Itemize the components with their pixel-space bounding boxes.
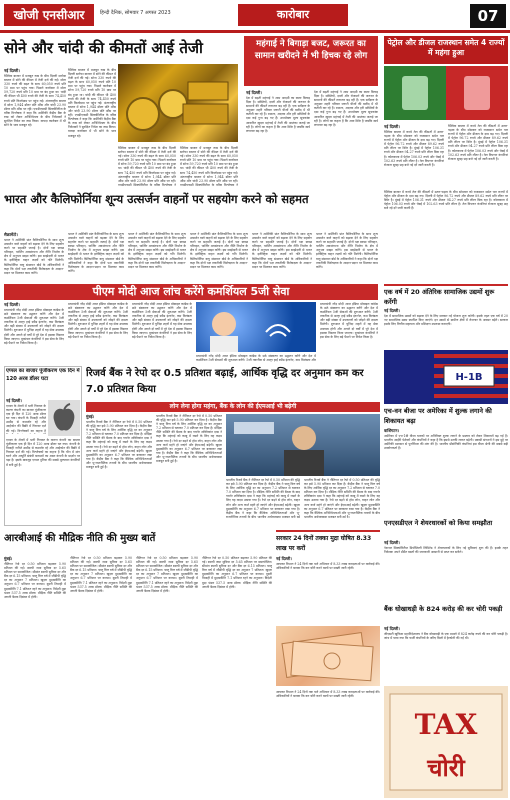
currency-notes-photo [276,626,380,686]
rbi-subhead-band: लोन लेना होगा महंगा, बैंक के लोन की ईएमआई भी बढ़ेगी [86,402,380,412]
pm5g-body-col2: प्रधानमंत्री नरेंद्र मोदी आज इंडिया मोबाइल कांग्रेस के छठे संस्करण का उद्घाटन करेंगे और देश में कमर्शियल 5जी सेवाओं की शुरुआत करेंगे। 5जी तकनीक से अल्ट्रा हाई स्पीड इंटरनेट, कम विलंबता और बड़ी संख्या में उपकरणों को जोड़ने की क्षमता मिलेगी। शुरुआत में चुनिंदा शहरों में यह सेवा उपलब्ध होगी और अगले दो वर्षों में पूरे देश में इसका विस्तार किया जाएगा। दूरसंचार कंपनियों ने इस सेवा के लिए बड़े पैमाने पर निवेश किया है। [68,302,128,339]
petrol-body-col2: वैश्विक बाजार में कच्चे तेल की कीमतों में उतार-चढ़ाव के बीच सोमवार को राजस्थान समेत चार राज्यों में पेट्रोल और डीजल के दाम बढ़ गए। दिल्ली में पेट्रोल 96.72 रुपये और डीजल 89.62 रुपये प्रति लीटर पर स्थिर है। मुंबई में पेट्रोल 106.31 रुपये और डीजल 94.27 रुपये प्रति लीटर बिक रहा है। कोलकाता में पेट्रोल 106.03 रुपये और चेन्नई में 102.63 रुपये प्रति लीटर है। तेल विपणन कंपनियां रोजाना सुबह छह बजे नई दरें जारी करती हैं। [448,124,508,161]
nse-body: नेशनल सिक्योरिटीज डिपॉजिटरी लिमिटेड ने शेयरधारकों के लिए नई सुविधाएं शुरू की हैं। इसके तहत निवेशक अपने डीमैट खातों की जानकारी आसानी से प्राप्त कर सकेंगे। [384,546,508,555]
tax-body-cont: आयकर विभाग ने 24 दिनों तक चले अभियान में 8.33 लाख करदाताओं पर कार्रवाई की। अधिकारियों ने बताया कि कर चोरी करने वालों पर सख्ती जारी रहेगी। [276,690,380,699]
h1b-body: अमेरिका में एच-1बी वीजा धारकों पर अतिरिक्त शुल्क लगाने के प्रस्ताव को लेकर शिकायतें बढ़ गई हैं। भारतीय आईटी पेशेवरों और कंपनियों ने कहा है कि इससे उनकी लागत बढ़ेगी। प्रवासी संगठनों ने इस मुद्दे पर अमेरिकी प्रशासन से पुनर्विचार की मांग की है। भारतीय प्रौद्योगिकी कंपनियां इस वीजा श्रेणी की सबसे बड़ी उपयोगकर्ता हैं। [384,434,508,451]
newspaper-logo: खोजी एनसीआर [4,4,94,26]
ev-body-col3: भारत ने अमेरिकी प्रांत कैलिफोर्निया के साथ शून्य उत्सर्जन वाले वाहनों को बढ़ावा देने के लिए सहयोग करने पर सहमति जताई है। दोनों पक्ष स्वच्छ परिवहन, चार्जिंग अवसंरचना और नीति निर्माण के क्षेत्र में अनुभव साझा करेंगे। इस साझेदारी से भारत के इलेक्ट्रिक वाहन लक्ष्यों को गति मिलेगी। कैलिफोर्निया वायु संसाधन बोर्ड के अधिकारियों ने कहा कि दोनों पक्ष तकनीकी विशेषज्ञता के आदान-प्रदान पर मिलकर काम करेंगे। [128,232,186,269]
petrol-dateline: नई दिल्ली। [384,124,400,129]
pm5g-headline: पीएम मोदी आज लांच करेंगे कमर्शियल 5जी सेवा [4,284,378,300]
rbi-body-col3: भारतीय रिजर्व बैंक ने नीतिगत दर रेपो में 0.50 प्रतिशत की वृद्धि कर इसे 5.90 प्रतिशत कर दिया है। केंद्रीय बैंक ने चालू वित्त वर्ष के लिए आर्थिक वृद्धि दर का अनुमान 7.2 प्रतिशत से घटाकर 7.0 प्रतिशत कर दिया है। मौद्रिक नीति समिति की बैठक के बाद गवर्नर शक्तिकांत दास ने कहा कि महंगाई को काबू में रखने के लिए यह कदम उठाया गया है। रेपो दर बढ़ने से होम लोन, वाहन लोन और अन्य कर्ज महंगे हो जाएंगे और ईएमआई बढ़ेगी। खुदरा मुद्रास्फीति का अनुमान 6.7 प्रतिशत पर बरकरार रखा गया है। केंद्रीय बैंक ने कहा कि वैश्विक अनिश्चितताओं और भू-राजनीतिक तनावों के बीच भारतीय अर्थव्यवस्था मजबूत बनी हुई [226,478,300,518]
pm5g-photo-caption: प्रधानमंत्री नरेंद्र मोदी आज इंडिया मोबाइल कांग्रेस के छठे संस्करण का उद्घाटन करेंगे और देश में कमर्शियल 5जी सेवाओं की शुरुआत करेंगे। 5जी तकनीक से अल्ट्रा हाई स्पीड इंटरनेट, कम विलंबता और [196,354,316,362]
ev-body-col6: भारत ने अमेरिकी प्रांत कैलिफोर्निया के साथ शून्य उत्सर्जन वाले वाहनों को बढ़ावा देने के लिए सहयोग करने पर सहमति जताई है। दोनों पक्ष स्वच्छ परिवहन, चार्जिंग अवसंरचना और नीति निर्माण के क्षेत्र में अनुभव साझा करेंगे। इस साझेदारी से भारत के इलेक्ट्रिक वाहन लक्ष्यों को गति मिलेगी। कैलिफोर्निया वायु संसाधन बोर्ड के अधिकारियों ने कहा कि दोनों पक्ष तकनीकी विशेषज्ञता के आदान-प्रदान पर मिलकर काम करेंगे। [316,232,378,269]
inflation-rule [384,284,508,286]
page-number: 07 [470,4,506,28]
gold-body-col1: वैश्विक बाजार में मजबूत रुख के बीच दिल्ली सर्राफा बाजार में सोने की कीमत में तेजी दर्ज की गई। सोना 330 रुपये की बढ़त के साथ 60,050 रुपये प्रति 10 ग्राम पर पहुंच गया। पिछले कारोबार में सोना 59,720 रुपये प्रति 10 ग्राम पर बंद हुआ था। चांदी की कीमत भी 400 रुपये की तेजी के साथ 74,450 रुपये प्रति किलोग्राम पर पहुंच गई। अंतरराष्ट्रीय बाजार में सोना 1,944 डॉलर प्रति औंस और चांदी 23.90 डॉलर प्रति औंस पर रही। एचडीएफसी सिक्योरिटीज के वरिष्ठ विश्लेषक ने कहा कि अमेरिकी केंद्रीय बैंक के रुख को लेकर अनिश्चितता के बीच निवेशकों ने सुरक्षित निवेश का रुख किया। वायदा कारोबार में भी सोने के भाव मजबूत रहे। [4,74,66,128]
rbi-dateline: मुंबई। [86,414,95,419]
apple-dateline: नई दिल्ली। [6,398,22,403]
pm5g-body-col4: प्रधानमंत्री नरेंद्र मोदी आज इंडिया मोबाइल कांग्रेस के छठे संस्करण का उद्घाटन करेंगे और देश में कमर्शियल 5जी सेवाओं की शुरुआत करेंगे। 5जी तकनीक से अल्ट्रा हाई स्पीड इंटरनेट, कम विलंबता और बड़ी संख्या में उपकरणों को जोड़ने की क्षमता मिलेगी। शुरुआत में चुनिंदा शहरों में यह सेवा उपलब्ध होगी और अगले दो वर्षों में पूरे देश में इसका विस्तार किया जाएगा। दूरसंचार कंपनियों ने इस सेवा के लिए बड़े पैमाने पर निवेश किया है। [320,302,378,339]
ev-body-col5: भारत ने अमेरिकी प्रांत कैलिफोर्निया के साथ शून्य उत्सर्जन वाले वाहनों को बढ़ावा देने के लिए सहयोग करने पर सहमति जताई है। दोनों पक्ष स्वच्छ परिवहन, चार्जिंग अवसंरचना और नीति निर्माण के क्षेत्र में अनुभव साझा करेंगे। इस साझेदारी से भारत के इलेक्ट्रिक वाहन लक्ष्यों को गति मिलेगी। कैलिफोर्निया वायु संसाधन बोर्ड के अधिकारियों ने कहा कि दोनों पक्ष तकनीकी विशेषज्ञता के आदान-प्रदान पर मिलकर काम करेंगे। [252,232,312,269]
budget-body-col1: देश में बढ़ती महंगाई ने आम आदमी का बजट बिगाड़ दिया है। सब्जियों, दालों और रोजमर्रा की जरूरत के सामानों की कीमतें लगातार बढ़ रही हैं। एक सर्वेक्षण के अनुसार शहरी परिवार जरूरी चीजों की खरीद में भी कटौती कर रहे हैं। टमाटर, अदरक और हरी सब्जियों के दाम कई गुना बढ़ गए हैं। उपभोक्ता मूल्य सूचकांक आधारित खुदरा महंगाई में तेजी की आशंका जताई जा रही है। लोगों का कहना है कि आय स्थिर है जबकि खर्च लगातार बढ़ रहा है। [246,96,310,133]
budget-dateline: नई दिल्ली। [246,90,262,95]
rbi-governor-photo [226,414,380,476]
rbi-policy-dateline: मुंबई। [4,556,13,561]
nse-headline: एनएसडीएल ने शेयरधारकों को किया समझौता [384,519,493,527]
pm-5g-photo [196,302,316,352]
tax-stamp-icon [384,686,508,798]
gold-dateline: नई दिल्ली। [4,68,20,73]
h1b-dateline: वाशिंगटन। [384,428,400,433]
bank824-body: जीएसटी खुफिया महानिदेशालय ने बैंक धोखाधड़ी के एक मामले में 824 करोड़ रुपये की कर चोरी पकड़ी है। जांच में पाया गया कि फर्जी कंपनियों के जरिए बिलों में हेराफेरी की गई थी। [384,632,508,641]
rbi-policy-col3: नीतिगत रेपो दर 0.50 प्रतिशत बढ़ाकर 5.90 प्रतिशत की गई। स्थायी जमा सुविधा दर 5.65 प्रतिशत पर समायोजित। सीमांत स्थायी सुविधा दर और बैंक दर 6.15 प्रतिशत। चालू वित्त वर्ष में जीडीपी वृद्धि दर का अनुमान 7 प्रतिशत। खुदरा मुद्रास्फीति का अनुमान 6.7 प्रतिशत पर कायम। दूसरी तिमाही में मुद्रास्फीति 7.1 प्रतिशत रहने का अनुमान। विदेशी मुद्रा भंडार 537.5 अरब डॉलर। मौद्रिक नीति समिति की अगली बैठक दिसंबर में होगी। [136,556,198,593]
5g-network-icon [196,302,316,352]
svg-text:H-1B: H-1B [455,372,483,383]
apple-logo-photo [48,400,80,436]
apple-headline: एप्पल का बाजार पूंजीकरण एक दिन में 120 अरब डॉलर घटा [6,368,80,382]
rbi-governor-icon [226,414,380,476]
gold-body-col2: वैश्विक बाजार में मजबूत रुख के बीच दिल्ली सर्राफा बाजार में सोने की कीमत में तेजी दर्ज की गई। सोना 330 रुपये की बढ़त के साथ 60,050 रुपये प्रति 10 ग्राम पर पहुंच गया। पिछले कारोबार में सोना 59,720 रुपये प्रति 10 ग्राम पर बंद हुआ था। चांदी की कीमत भी 400 रुपये की तेजी के साथ 74,450 रुपये प्रति किलोग्राम पर पहुंच गई। अंतरराष्ट्रीय बाजार में सोना 1,944 डॉलर प्रति औंस और चांदी 23.90 डॉलर प्रति औंस पर रही। एचडीएफसी सिक्योरिटीज के वरिष्ठ विश्लेषक ने कहा कि अमेरिकी केंद्रीय बैंक के रुख को लेकर अनिश्चितता के बीच निवेशकों ने सुरक्षित निवेश का रुख किया। वायदा कारोबार में भी सोने के भाव मजबूत रहे। [68,68,116,138]
gold-coins-icon [118,64,238,142]
ev-dateline: सैक्रामेंटो। [4,232,18,237]
budget-body-col2: देश में बढ़ती महंगाई ने आम आदमी का बजट बिगाड़ दिया है। सब्जियों, दालों और रोजमर्रा की जरूरत के सामानों की कीमतें लगातार बढ़ रही हैं। एक सर्वेक्षण के अनुसार शहरी परिवार जरूरी चीजों की खरीद में भी कटौती कर रहे हैं। टमाटर, अदरक और हरी सब्जियों के दाम कई गुना बढ़ गए हैं। उपभोक्ता मूल्य सूचकांक आधारित खुदरा महंगाई में तेजी की आशंका जताई जा रही है। लोगों का कहना है कि आय स्थिर है जबकि खर्च लगातार बढ़ रहा है। [314,90,378,127]
us-flag-icon [384,350,508,404]
apple-body-intro: एप्पल के शेयरों में भारी गिरावट के कारण कंपनी का बाजार पूंजीकरण एक ही दिन में 120 अरब डॉलर घट गया। कंपनी के तिमाही नतीजे उम्मीद से कमजोर रहे और आईफोन की बिक्री में गिरावट दर्ज की गई। विश्लेषकों का कहना है [6,404,46,433]
inflation-body: देश में सामाजिक उद्यमों को बढ़ावा देने के लिए सरकार नई योजना शुरू करेगी। इसके तहत एक वर्ष में 20 नए सामाजिक उद्यम स्थापित किए जाएंगे। इन उद्यमों से ग्रामीण क्षेत्रों में रोजगार के अवसर बढ़ेंगे। सरकार इसके लिए वित्तीय सहायता और प्रशिक्षण उपलब्ध कराएगी। [384,314,508,327]
chori-word: चोरी [427,754,465,782]
rbi-headline: रिजर्व बैंक ने रेपो दर 0.5 प्रतिशत बढ़ाई, आर्थिक वृद्धि दर अनुमान कम कर 7.0 प्रतिशत किया [86,368,364,395]
rbi-policy-headline: आरबीआई की मौद्रिक नीति की मुख्य बातें [4,533,156,544]
gold-headline: सोने और चांदी की कीमतों आई तेजी [4,39,203,57]
rbi-policy-col1: नीतिगत रेपो दर 0.50 प्रतिशत बढ़ाकर 5.90 प्रतिशत की गई। स्थायी जमा सुविधा दर 5.65 प्रतिशत पर समायोजित। सीमांत स्थायी सुविधा दर और बैंक दर 6.15 प्रतिशत। चालू वित्त वर्ष में जीडीपी वृद्धि दर का अनुमान 7 प्रतिशत। खुदरा मुद्रास्फीति का अनुमान 6.7 प्रतिशत पर कायम। दूसरी तिमाही में मुद्रास्फीति 7.1 प्रतिशत रहने का अनुमान। विदेशी मुद्रा भंडार 537.5 अरब डॉलर। मौद्रिक नीति समिति की अगली बैठक दिसंबर में होगी। [4,562,66,599]
gold-body-col4: वैश्विक बाजार में मजबूत रुख के बीच दिल्ली सर्राफा बाजार में सोने की कीमत में तेजी दर्ज की गई। सोना 330 रुपये की बढ़त के साथ 60,050 रुपये प्रति 10 ग्राम पर पहुंच गया। पिछले कारोबार में सोना 59,720 रुपये प्रति 10 ग्राम पर बंद हुआ था। चांदी की कीमत भी 400 रुपये की तेजी के साथ 74,450 रुपये प्रति किलोग्राम पर पहुंच गई। अंतरराष्ट्रीय बाजार में सोना 1,944 डॉलर प्रति औंस और चांदी 23.90 डॉलर प्रति औंस पर रही। एचडीएफसी सिक्योरिटीज के वरिष्ठ विश्लेषक ने [180,146,238,186]
tax-rule [276,530,380,532]
section-label: कारोबार [238,4,348,26]
rbi-body-col2: भारतीय रिजर्व बैंक ने नीतिगत दर रेपो में 0.50 प्रतिशत की वृद्धि कर इसे 5.90 प्रतिशत कर दिया है। केंद्रीय बैंक ने चालू वित्त वर्ष के लिए आर्थिक वृद्धि दर का अनुमान 7.2 प्रतिशत से घटाकर 7.0 प्रतिशत कर दिया है। मौद्रिक नीति समिति की बैठक के बाद गवर्नर शक्तिकांत दास ने कहा कि महंगाई को काबू में रखने के लिए यह कदम उठाया गया है। रेपो दर बढ़ने से होम लोन, वाहन लोन और अन्य कर्ज महंगे हो जाएंगे और ईएमआई बढ़ेगी। खुदरा मुद्रास्फीति का अनुमान 6.7 प्रतिशत पर बरकरार रखा गया है। केंद्रीय बैंक ने कहा कि वैश्विक अनिश्चितताओं और भू-राजनीतिक तनावों के बीच भारतीय अर्थव्यवस्था मजबूत बनी हुई है। [156,414,222,464]
petrol-headline: पेट्रोल और डीजल राजस्थान समेत 4 राज्यों में महंगा हुआ [384,36,508,64]
ev-body-col2: भारत ने अमेरिकी प्रांत कैलिफोर्निया के साथ शून्य उत्सर्जन वाले वाहनों को बढ़ावा देने के लिए सहयोग करने पर सहमति जताई है। दोनों पक्ष स्वच्छ परिवहन, चार्जिंग अवसंरचना और नीति निर्माण के क्षेत्र में अनुभव साझा करेंगे। इस साझेदारी से भारत के इलेक्ट्रिक वाहन लक्ष्यों को गति मिलेगी। कैलिफोर्निया वायु संसाधन बोर्ड के अधिकारियों ने कहा कि दोनों पक्ष तकनीकी विशेषज्ञता के आदान-प्रदान पर मिलकर काम करेंगे। [68,232,124,273]
tax-headline: सरकार 24 दिनों तक्का मुद्रा घोषित 8.33 लाख पर करों [276,535,372,552]
apple-logo-icon [48,400,80,436]
pm5g-body-col1: प्रधानमंत्री नरेंद्र मोदी आज इंडिया मोबाइल कांग्रेस के छठे संस्करण का उद्घाटन करेंगे और देश में कमर्शियल 5जी सेवाओं की शुरुआत करेंगे। 5जी तकनीक से अल्ट्रा हाई स्पीड इंटरनेट, कम विलंबता और बड़ी संख्या में उपकरणों को जोड़ने की क्षमता मिलेगी। शुरुआत में चुनिंदा शहरों में यह सेवा उपलब्ध होगी और अगले दो वर्षों में पूरे देश में इसका विस्तार किया जाएगा। दूरसंचार कंपनियों ने इस सेवा के लिए बड़े पैमाने पर निवेश किया है। [4,308,64,345]
budget-headline: महंगाई ने बिगाड़ा बजट, जरूरत का सामान खरीदने में भी हिचक रहे लोग [244,36,378,86]
petrol-body-col1: वैश्विक बाजार में कच्चे तेल की कीमतों में उतार-चढ़ाव के बीच सोमवार को राजस्थान समेत चार राज्यों में पेट्रोल और डीजल के दाम बढ़ गए। दिल्ली में पेट्रोल 96.72 रुपये और डीजल 89.62 रुपये प्रति लीटर पर स्थिर है। मुंबई में पेट्रोल 106.31 रुपये और डीजल 94.27 रुपये प्रति लीटर बिक रहा है। कोलकाता में पेट्रोल 106.03 रुपये और चेन्नई में 102.63 रुपये प्रति लीटर है। तेल विपणन कंपनियां रोजाना सुबह छह बजे नई दरें जारी करती हैं। [384,130,444,167]
tax-dateline: नई दिल्ली। [276,556,292,561]
header-rule [0,30,510,33]
gold-body-col3: वैश्विक बाजार में मजबूत रुख के बीच दिल्ली सर्राफा बाजार में सोने की कीमत में तेजी दर्ज की गई। सोना 330 रुपये की बढ़त के साथ 60,050 रुपये प्रति 10 ग्राम पर पहुंच गया। पिछले कारोबार में सोना 59,720 रुपये प्रति 10 ग्राम पर बंद हुआ था। चांदी की कीमत भी 400 रुपये की तेजी के साथ 74,450 रुपये प्रति किलोग्राम पर पहुंच गई। अंतरराष्ट्रीय बाजार में सोना 1,944 डॉलर प्रति औंस और चांदी 23.90 डॉलर प्रति औंस पर रही। एचडीएफसी सिक्योरिटीज के वरिष्ठ विश्लेषक ने [118,146,176,186]
tax-word: TAX [414,708,478,741]
pm5g-body-col3: प्रधानमंत्री नरेंद्र मोदी आज इंडिया मोबाइल कांग्रेस के छठे संस्करण का उद्घाटन करेंगे और देश में कमर्शियल 5जी सेवाओं की शुरुआत करेंगे। 5जी तकनीक से अल्ट्रा हाई स्पीड इंटरनेट, कम विलंबता और बड़ी संख्या में उपकरणों को जोड़ने की क्षमता मिलेगी। शुरुआत में चुनिंदा शहरों में यह सेवा उपलब्ध होगी और अगले दो वर्षों में पूरे देश में इसका विस्तार किया जाएगा। दूरसंचार कंपनियों ने इस सेवा के लिए बड़े पैमाने पर निवेश किया है। [132,302,192,339]
ev-body-col4: भारत ने अमेरिकी प्रांत कैलिफोर्निया के साथ शून्य उत्सर्जन वाले वाहनों को बढ़ावा देने के लिए सहयोग करने पर सहमति जताई है। दोनों पक्ष स्वच्छ परिवहन, चार्जिंग अवसंरचना और नीति निर्माण के क्षेत्र में अनुभव साझा करेंगे। इस साझेदारी से भारत के इलेक्ट्रिक वाहन लक्ष्यों को गति मिलेगी। कैलिफोर्निया वायु संसाधन बोर्ड के अधिकारियों ने कहा कि दोनों पक्ष तकनीकी विशेषज्ञता के आदान-प्रदान पर मिलकर काम करेंगे। [190,232,248,269]
fuel-pump-photo [384,66,508,120]
pm5g-dateline: नई दिल्ली। [4,302,20,307]
rbi-body-col4: भारतीय रिजर्व बैंक ने नीतिगत दर रेपो में 0.50 प्रतिशत की वृद्धि कर इसे 5.90 प्रतिशत कर दिया है। केंद्रीय बैंक ने चालू वित्त वर्ष के लिए आर्थिक वृद्धि दर का अनुमान 7.2 प्रतिशत से घटाकर 7.0 प्रतिशत कर दिया है। मौद्रिक नीति समिति की बैठक के बाद गवर्नर शक्तिकांत दास ने कहा कि महंगाई को काबू में रखने के लिए यह कदम उठाया गया है। रेपो दर बढ़ने से होम लोन, वाहन लोन और अन्य कर्ज महंगे हो जाएंगे और ईएमआई बढ़ेगी। खुदरा मुद्रास्फीति का अनुमान 6.7 प्रतिशत पर बरकरार रखा गया है। केंद्रीय बैंक ने कहा कि वैश्विक अनिश्चितताओं और भू-राजनीतिक तनावों के बीच भारतीय अर्थव्यवस्था मजबूत बनी हुई है। [304,478,380,518]
tax-body: आयकर विभाग ने 24 दिनों तक चले अभियान में 8.33 लाख करदाताओं पर कार्रवाई की। अधिकारियों ने बताया कि कर चोरी करने वालों पर सख्ती जारी रहेगी। [276,562,380,571]
nse-dateline: नई दिल्ली। [384,540,400,545]
petrol-body-cont: वैश्विक बाजार में कच्चे तेल की कीमतों में उतार-चढ़ाव के बीच सोमवार को राजस्थान समेत चार राज्यों में पेट्रोल और डीजल के दाम बढ़ गए। दिल्ली में पेट्रोल 96.72 रुपये और डीजल 89.62 रुपये प्रति लीटर पर स्थिर है। मुंबई में पेट्रोल 106.31 रुपये और डीजल 94.27 रुपये प्रति लीटर बिक रहा है। कोलकाता में पेट्रोल 106.03 रुपये और चेन्नई में 102.63 रुपये प्रति लीटर है। तेल विपणन कंपनियां रोजाना सुबह छह बजे नई दरें जारी करती हैं। [384,190,508,211]
bank824-headline: बैंक धोखाधड़ी के 824 करोड़ की कर चोरी पकड़ी [384,605,503,613]
tax-evasion-photo [384,686,508,798]
ev-body-col1: भारत ने अमेरिकी प्रांत कैलिफोर्निया के साथ शून्य उत्सर्जन वाले वाहनों को बढ़ावा देने के लिए सहयोग करने पर सहमति जताई है। दोनों पक्ष स्वच्छ परिवहन, चार्जिंग अवसंरचना और नीति निर्माण के क्षेत्र में अनुभव साझा करेंगे। इस साझेदारी से भारत के इलेक्ट्रिक वाहन लक्ष्यों को गति मिलेगी। कैलिफोर्निया वायु संसाधन बोर्ड के अधिकारियों ने कहा कि दोनों पक्ष तकनीकी विशेषज्ञता के आदान-प्रदान पर मिलकर काम करेंगे। [4,238,64,275]
rbi-policy-col4: नीतिगत रेपो दर 0.50 प्रतिशत बढ़ाकर 5.90 प्रतिशत की गई। स्थायी जमा सुविधा दर 5.65 प्रतिशत पर समायोजित। सीमांत स्थायी सुविधा दर और बैंक दर 6.15 प्रतिशत। चालू वित्त वर्ष में जीडीपी वृद्धि दर का अनुमान 7 प्रतिशत। खुदरा मुद्रास्फीति का अनुमान 6.7 प्रतिशत पर कायम। दूसरी तिमाही में मुद्रास्फीति 7.1 प्रतिशत रहने का अनुमान। विदेशी मुद्रा भंडार 537.5 अरब डॉलर। मौद्रिक नीति समिति की अगली बैठक दिसंबर में होगी। [202,556,272,589]
inflation-headline: एक वर्ष में 20 अंतिरिक सामाजिक उद्यमों शुरू करेंगी [384,288,495,306]
rupee-notes-icon [276,626,380,686]
inflation-dateline: नई दिल्ली। [384,308,400,313]
fuel-pump-icon [384,66,508,120]
bank824-dateline: नई दिल्ली। [384,626,400,631]
gold-bars-photo [118,64,238,142]
apple-body: एप्पल के शेयरों में भारी गिरावट के कारण कंपनी का बाजार पूंजीकरण एक ही दिन में 120 अरब डॉलर घट गया। कंपनी के तिमाही नतीजे उम्मीद से कमजोर रहे और आईफोन की बिक्री में गिरावट दर्ज की गई। विश्लेषकों का कहना है कि चीन में मांग घटने और आपूर्ति संबंधी बाधाओं का असर कंपनी के प्रदर्शन पर पड़ा है। इसके बावजूद एप्पल दुनिया की सबसे मूल्यवान कंपनियों में बनी हुई है। [6,438,80,467]
h1b-visa-photo [384,350,508,404]
issue-dateline: हिन्दी दैनिक, सोमवार 7 अगस्त 2023 [100,10,171,16]
rbi-policy-col2: नीतिगत रेपो दर 0.50 प्रतिशत बढ़ाकर 5.90 प्रतिशत की गई। स्थायी जमा सुविधा दर 5.65 प्रतिशत पर समायोजित। सीमांत स्थायी सुविधा दर और बैंक दर 6.15 प्रतिशत। चालू वित्त वर्ष में जीडीपी वृद्धि दर का अनुमान 7 प्रतिशत। खुदरा मुद्रास्फीति का अनुमान 6.7 प्रतिशत पर कायम। दूसरी तिमाही में मुद्रास्फीति 7.1 प्रतिशत रहने का अनुमान। विदेशी मुद्रा भंडार 537.5 अरब डॉलर। मौद्रिक नीति समिति की अगली बैठक दिसंबर में होगी। [70,556,132,593]
rbi-body-col1: भारतीय रिजर्व बैंक ने नीतिगत दर रेपो में 0.50 प्रतिशत की वृद्धि कर इसे 5.90 प्रतिशत कर दिया है। केंद्रीय बैंक ने चालू वित्त वर्ष के लिए आर्थिक वृद्धि दर का अनुमान 7.2 प्रतिशत से घटाकर 7.0 प्रतिशत कर दिया है। मौद्रिक नीति समिति की बैठक के बाद गवर्नर शक्तिकांत दास ने कहा कि महंगाई को काबू में रखने के लिए यह कदम उठाया गया है। रेपो दर बढ़ने से होम लोन, वाहन लोन और अन्य कर्ज महंगे हो जाएंगे और ईएमआई बढ़ेगी। खुदरा मुद्रास्फीति का अनुमान 6.7 प्रतिशत पर बरकरार रखा गया है। केंद्रीय बैंक ने कहा कि वैश्विक अनिश्चितताओं और भू-राजनीतिक तनावों के बीच भारतीय अर्थव्यवस्था मजबूत बनी हुई है। [86,420,152,470]
ev-headline: भारत और कैलिफोर्निया शून्य उत्सर्जन वाहनों पर सहयोग करने को सहमत [4,192,309,206]
h1b-headline: एच-वन बीजा पर अमेरिका में शुल्क लगाने की शिकायत बढ़ा [384,407,492,425]
